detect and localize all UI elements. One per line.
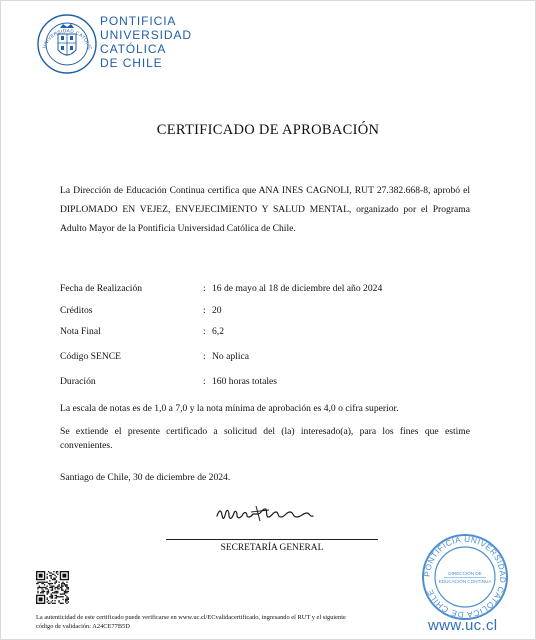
place-and-date: Santiago de Chile, 30 de diciembre de 2024. [60, 472, 231, 483]
university-name [100, 14, 192, 70]
detail-value: 16 de mayo al 18 de diciembre del año 2024 [212, 283, 383, 294]
detail-value: 20 [212, 305, 222, 316]
detail-label: Créditos [60, 305, 93, 316]
detail-value: 160 horas totales [212, 376, 278, 387]
detail-label: Nota Final [60, 326, 101, 337]
detail-label: Código SENCE [60, 351, 122, 362]
university-seal-icon [36, 6, 98, 86]
university-name-line1: PONTIFICIA [100, 14, 177, 28]
signature [213, 500, 317, 528]
university-name-line2: UNIVERSIDAD [100, 28, 192, 42]
university-name-line3: CATÓLICA [100, 42, 167, 56]
signature-line [166, 539, 378, 540]
detail-separator: : [203, 326, 206, 337]
verification-note [36, 613, 346, 631]
signatory-title: SECRETARÍA GENERAL [220, 543, 324, 553]
svg-text:PONTIFICIA UNIVERSIDAD CATOLIC: UNIVERSIDAD CATOLIC [41, 28, 94, 51]
certificate-title: CERTIFICADO DE APROBACIÓN [156, 122, 380, 138]
detail-separator: : [203, 283, 206, 294]
stamp-line2: EDUCACIÓN CONTINUA [438, 579, 492, 584]
verification-line2: código de validación: A24CE77B5D [36, 623, 130, 630]
website-link[interactable]: www.uc.cl [428, 617, 498, 634]
detail-value: No aplica [212, 351, 250, 362]
university-name-line4: DE CHILE [100, 56, 163, 70]
detail-label: Fecha de Realización [60, 283, 143, 294]
qr-code [36, 571, 69, 604]
detail-separator: : [203, 376, 206, 387]
certificate-intro: La Dirección de Educación Continua certifica que ANA INES CAGNOLI, RUT 27.382.668-8, aprobó el DIPLOMADO EN VEJEZ, ENVEJECIMIENTO Y SALUD MENTAL, organizado por el Programa Adulto Mayor de la Pontificia Universidad Católica de Chile. [60, 185, 470, 234]
grading-scale-note: La escala de notas es de 1,0 a 7,0 y la nota mínima de aprobación es 4,0 o cifra superior. [60, 403, 399, 414]
detail-value: 6,2 [212, 326, 224, 337]
svg-text:PONTIFICIA UNIVERSIDAD CATOLIC: PONTIFICIA UNIVERSIDAD CATOLICA DE CHILE [422, 534, 508, 620]
detail-separator: : [203, 351, 206, 362]
university-logo [36, 6, 196, 86]
request-note: Se extiende el presente certificado a solicitud del (la) interesado(a), para los fines que estime convenientes. [60, 426, 470, 451]
verification-line1: La autenticidad de este certificado puede verificarse en www.uc.cl/ECvalidacertificado, ingresando el RUT y el siguiente [36, 614, 346, 621]
detail-label: Duración [60, 376, 96, 387]
stamp-line1: DIRECCIÓN DE [448, 571, 482, 576]
official-stamp [420, 532, 510, 622]
detail-separator: : [203, 305, 206, 316]
